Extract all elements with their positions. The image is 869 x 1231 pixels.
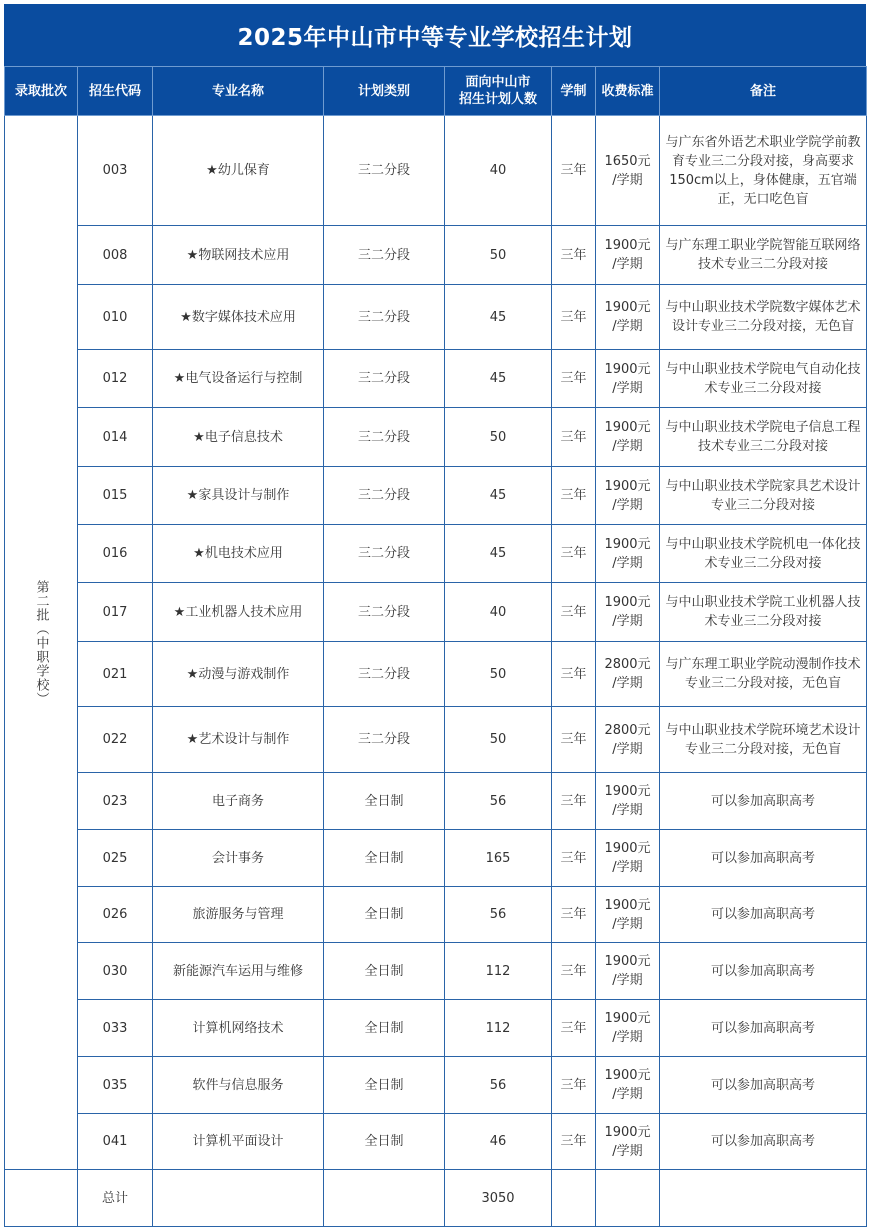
code-cell: 022 — [78, 707, 153, 773]
count-cell: 165 — [445, 830, 552, 887]
fee-unit: /学期 — [612, 741, 643, 757]
count-cell: 50 — [445, 226, 552, 285]
years-cell: 三年 — [552, 408, 596, 467]
years-cell: 三年 — [552, 707, 596, 773]
fee-amount: 1900元 — [604, 897, 651, 913]
years-cell: 三年 — [552, 226, 596, 285]
table-header-row — [5, 67, 867, 116]
count-cell: 56 — [445, 887, 552, 943]
table-row — [5, 285, 867, 350]
fee-cell — [596, 707, 660, 773]
major-name-cell: ★动漫与游戏制作 — [153, 642, 324, 707]
count-cell: 40 — [445, 583, 552, 642]
total-label: 总计 — [78, 1170, 153, 1227]
code-cell: 012 — [78, 350, 153, 408]
table-row — [5, 707, 867, 773]
code-cell: 016 — [78, 525, 153, 583]
fee-amount: 1900元 — [604, 361, 651, 377]
enrollment-table — [4, 66, 867, 1227]
plan-type-cell: 三二分段 — [324, 583, 445, 642]
code-cell: 017 — [78, 583, 153, 642]
count-cell: 45 — [445, 350, 552, 408]
plan-type-cell: 三二分段 — [324, 226, 445, 285]
years-cell: 三年 — [552, 1114, 596, 1170]
major-name-cell: 旅游服务与管理 — [153, 887, 324, 943]
fee-unit: /学期 — [612, 860, 643, 875]
major-name-cell: ★数字媒体技术应用 — [153, 285, 324, 350]
table-row — [5, 773, 867, 830]
years-cell: 三年 — [552, 285, 596, 350]
fee-cell — [596, 226, 660, 285]
plan-type-cell: 三二分段 — [324, 350, 445, 408]
major-name-cell: ★机电技术应用 — [153, 525, 324, 583]
fee-amount: 1900元 — [604, 536, 651, 552]
code-cell: 033 — [78, 1000, 153, 1057]
note-cell: 与中山职业技术学院环境艺术设计专业三二分段对接，无色盲 — [660, 707, 867, 773]
major-name-cell: ★电气设备运行与控制 — [153, 350, 324, 408]
years-cell: 三年 — [552, 350, 596, 408]
major-name-cell: 电子商务 — [153, 773, 324, 830]
batch-label: 第二批（中职学校） — [33, 579, 49, 706]
fee-amount: 1900元 — [604, 1068, 651, 1083]
count-cell: 50 — [445, 408, 552, 467]
batch-cell — [5, 116, 78, 1170]
fee-amount: 1900元 — [604, 478, 651, 494]
table-row — [5, 830, 867, 887]
note-cell: 可以参加高职高考 — [660, 943, 867, 1000]
years-cell: 三年 — [552, 467, 596, 525]
count-cell: 50 — [445, 642, 552, 707]
table-row — [5, 116, 867, 226]
table-row — [5, 887, 867, 943]
years-cell: 三年 — [552, 1057, 596, 1114]
plan-type-cell: 全日制 — [324, 1057, 445, 1114]
table-row — [5, 467, 867, 525]
fee-cell — [596, 1000, 660, 1057]
code-cell: 014 — [78, 408, 153, 467]
fee-unit: /学期 — [612, 1087, 643, 1102]
fee-unit: /学期 — [612, 1030, 643, 1045]
years-cell: 三年 — [552, 943, 596, 1000]
fee-cell — [596, 285, 660, 350]
major-name-cell: ★幼儿保育 — [153, 116, 324, 226]
col-header-count-line1: 面向中山市 — [465, 75, 531, 90]
col-header-major: 专业名称 — [153, 67, 324, 116]
count-cell: 45 — [445, 525, 552, 583]
years-cell: 三年 — [552, 525, 596, 583]
fee-amount: 1900元 — [604, 300, 651, 315]
fee-amount: 1900元 — [604, 1011, 651, 1026]
fee-unit: /学期 — [612, 172, 643, 188]
fee-cell — [596, 642, 660, 707]
major-name-cell: 软件与信息服务 — [153, 1057, 324, 1114]
plan-type-cell: 全日制 — [324, 1000, 445, 1057]
fee-cell — [596, 467, 660, 525]
fee-cell — [596, 830, 660, 887]
code-cell: 010 — [78, 285, 153, 350]
fee-unit: /学期 — [612, 614, 643, 629]
enrollment-plan-document — [4, 4, 866, 1227]
note-cell: 与中山职业技术学院电气自动化技术专业三二分段对接 — [660, 350, 867, 408]
fee-cell — [596, 116, 660, 226]
years-cell: 三年 — [552, 642, 596, 707]
total-empty-cell — [153, 1170, 324, 1227]
plan-type-cell: 全日制 — [324, 830, 445, 887]
total-empty-cell — [552, 1170, 596, 1227]
col-header-note: 备注 — [660, 67, 867, 116]
plan-type-cell: 全日制 — [324, 1114, 445, 1170]
count-cell: 56 — [445, 1057, 552, 1114]
fee-cell — [596, 525, 660, 583]
code-cell: 003 — [78, 116, 153, 226]
years-cell: 三年 — [552, 583, 596, 642]
fee-amount: 1900元 — [604, 954, 651, 969]
count-cell: 45 — [445, 467, 552, 525]
fee-amount: 2800元 — [604, 657, 651, 672]
code-cell: 021 — [78, 642, 153, 707]
count-cell: 45 — [445, 285, 552, 350]
plan-type-cell: 三二分段 — [324, 116, 445, 226]
fee-cell — [596, 887, 660, 943]
major-name-cell: 计算机平面设计 — [153, 1114, 324, 1170]
note-cell: 与中山职业技术学院电子信息工程技术专业三二分段对接 — [660, 408, 867, 467]
fee-cell — [596, 943, 660, 1000]
table-row — [5, 226, 867, 285]
fee-cell — [596, 1057, 660, 1114]
total-count: 3050 — [445, 1170, 552, 1227]
col-header-code: 招生代码 — [78, 67, 153, 116]
code-cell: 023 — [78, 773, 153, 830]
count-cell: 46 — [445, 1114, 552, 1170]
code-cell: 035 — [78, 1057, 153, 1114]
page-title: 2025年中山市中等专业学校招生计划 — [4, 4, 866, 66]
table-row — [5, 642, 867, 707]
plan-type-cell: 三二分段 — [324, 642, 445, 707]
years-cell: 三年 — [552, 887, 596, 943]
fee-amount: 1650元 — [604, 153, 651, 169]
fee-amount: 1900元 — [604, 841, 651, 856]
plan-type-cell: 三二分段 — [324, 707, 445, 773]
major-name-cell: 新能源汽车运用与维修 — [153, 943, 324, 1000]
fee-amount: 1900元 — [604, 238, 651, 253]
total-batch-cell — [5, 1170, 78, 1227]
major-name-cell: ★工业机器人技术应用 — [153, 583, 324, 642]
plan-type-cell: 全日制 — [324, 773, 445, 830]
col-header-count — [445, 67, 552, 116]
fee-unit: /学期 — [612, 319, 643, 334]
years-cell: 三年 — [552, 1000, 596, 1057]
major-name-cell: 会计事务 — [153, 830, 324, 887]
plan-type-cell: 三二分段 — [324, 525, 445, 583]
note-cell: 可以参加高职高考 — [660, 1057, 867, 1114]
note-cell: 与广东理工职业学院动漫制作技术专业三二分段对接，无色盲 — [660, 642, 867, 707]
table-row — [5, 943, 867, 1000]
major-name-cell: ★艺术设计与制作 — [153, 707, 324, 773]
plan-type-cell: 三二分段 — [324, 467, 445, 525]
fee-amount: 1900元 — [604, 595, 651, 610]
fee-cell — [596, 773, 660, 830]
note-cell: 可以参加高职高考 — [660, 887, 867, 943]
code-cell: 026 — [78, 887, 153, 943]
fee-unit: /学期 — [612, 497, 643, 513]
code-cell: 030 — [78, 943, 153, 1000]
fee-cell — [596, 408, 660, 467]
col-header-fee: 收费标准 — [596, 67, 660, 116]
fee-unit: /学期 — [612, 380, 643, 396]
table-row — [5, 583, 867, 642]
years-cell: 三年 — [552, 116, 596, 226]
table-row — [5, 408, 867, 467]
fee-cell — [596, 583, 660, 642]
total-empty-cell — [596, 1170, 660, 1227]
plan-type-cell: 全日制 — [324, 943, 445, 1000]
col-header-years: 学制 — [552, 67, 596, 116]
count-cell: 50 — [445, 707, 552, 773]
fee-cell — [596, 350, 660, 408]
fee-unit: /学期 — [612, 555, 643, 571]
col-header-plan-type: 计划类别 — [324, 67, 445, 116]
fee-unit: /学期 — [612, 973, 643, 988]
fee-unit: /学期 — [612, 1143, 643, 1159]
table-row — [5, 525, 867, 583]
code-cell: 041 — [78, 1114, 153, 1170]
note-cell: 与广东理工职业学院智能互联网络技术专业三二分段对接 — [660, 226, 867, 285]
total-row — [5, 1170, 867, 1227]
plan-type-cell: 全日制 — [324, 887, 445, 943]
table-row — [5, 350, 867, 408]
code-cell: 025 — [78, 830, 153, 887]
count-cell: 56 — [445, 773, 552, 830]
total-empty-cell — [660, 1170, 867, 1227]
fee-unit: /学期 — [612, 803, 643, 818]
code-cell: 008 — [78, 226, 153, 285]
note-cell: 可以参加高职高考 — [660, 773, 867, 830]
note-cell: 与中山职业技术学院工业机器人技术专业三二分段对接 — [660, 583, 867, 642]
fee-unit: /学期 — [612, 257, 643, 272]
note-cell: 可以参加高职高考 — [660, 1000, 867, 1057]
major-name-cell: 计算机网络技术 — [153, 1000, 324, 1057]
major-name-cell: ★家具设计与制作 — [153, 467, 324, 525]
note-cell: 与中山职业技术学院家具艺术设计专业三二分段对接 — [660, 467, 867, 525]
table-row — [5, 1057, 867, 1114]
fee-amount: 1900元 — [604, 420, 651, 435]
years-cell: 三年 — [552, 773, 596, 830]
count-cell: 112 — [445, 1000, 552, 1057]
major-name-cell: ★物联网技术应用 — [153, 226, 324, 285]
note-cell: 与中山职业技术学院机电一体化技术专业三二分段对接 — [660, 525, 867, 583]
plan-type-cell: 三二分段 — [324, 408, 445, 467]
fee-amount: 2800元 — [604, 722, 651, 738]
note-cell: 可以参加高职高考 — [660, 1114, 867, 1170]
fee-unit: /学期 — [612, 676, 643, 691]
col-header-batch: 录取批次 — [5, 67, 78, 116]
table-row — [5, 1000, 867, 1057]
major-name-cell: ★电子信息技术 — [153, 408, 324, 467]
total-empty-cell — [324, 1170, 445, 1227]
fee-amount: 1900元 — [604, 1124, 651, 1140]
count-cell: 112 — [445, 943, 552, 1000]
col-header-count-line2: 招生计划人数 — [458, 92, 537, 107]
plan-type-cell: 三二分段 — [324, 285, 445, 350]
fee-unit: /学期 — [612, 916, 643, 932]
note-cell: 可以参加高职高考 — [660, 830, 867, 887]
years-cell: 三年 — [552, 830, 596, 887]
count-cell: 40 — [445, 116, 552, 226]
note-cell: 与中山职业技术学院数字媒体艺术设计专业三二分段对接，无色盲 — [660, 285, 867, 350]
note-cell: 与广东省外语艺术职业学院学前教育专业三二分段对接，身高要求150cm以上，身体健康，五官端正，无口吃色盲 — [660, 116, 867, 226]
fee-unit: /学期 — [612, 439, 643, 454]
fee-amount: 1900元 — [604, 784, 651, 799]
table-row — [5, 1114, 867, 1170]
code-cell: 015 — [78, 467, 153, 525]
fee-cell — [596, 1114, 660, 1170]
